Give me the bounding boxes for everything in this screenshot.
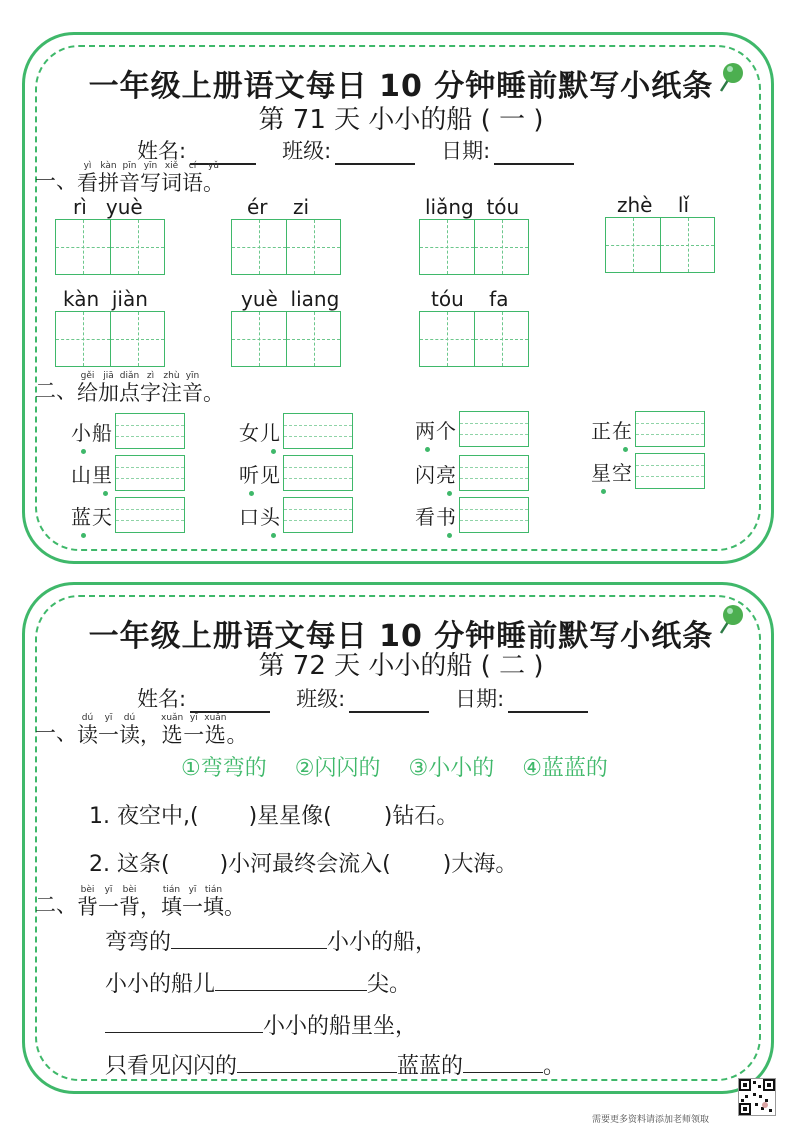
- class-field[interactable]: [335, 162, 415, 165]
- zhuyin-item: 看书: [415, 497, 529, 533]
- answer-box[interactable]: [283, 497, 353, 533]
- pushpin-icon: [715, 59, 745, 95]
- fill-blank[interactable]: [237, 1071, 397, 1073]
- class-field[interactable]: [349, 710, 429, 713]
- answer-box[interactable]: [115, 455, 185, 491]
- poem-line: 小小的船儿 尖。: [105, 972, 412, 997]
- section-number: 二、: [35, 379, 77, 403]
- section-number: 二、: [35, 893, 77, 917]
- poem-line: 弯弯的 小小的船，: [105, 930, 438, 955]
- writing-grid[interactable]: [231, 219, 341, 275]
- zhuyin-item: 星空: [591, 453, 705, 489]
- zhuyin-item: 女儿: [239, 413, 353, 449]
- poem-line: 小小的船里坐，: [105, 1009, 417, 1040]
- zhuyin-item: 小船: [71, 413, 185, 449]
- pinyin-label: liǎng tóu: [425, 195, 520, 219]
- option: ④蓝蓝的: [522, 756, 608, 781]
- qr-code-icon: [738, 1078, 776, 1116]
- writing-grid[interactable]: [419, 219, 529, 275]
- fill-blank[interactable]: [463, 1071, 543, 1073]
- section2-heading: 二、 gěi 给 jiā 加 diǎn 点 zì 字 zhù 注 yīn 音 。: [35, 371, 224, 405]
- answer-box[interactable]: [635, 453, 705, 489]
- section1-heading: 一、 dú 读 yī 一 dú 读 ， xuǎn 选 yī 一 xuǎn 选 。: [35, 713, 248, 747]
- name-label: 姓名:: [137, 687, 187, 711]
- zhuyin-item: 口头: [239, 497, 353, 533]
- section1-heading: 一、 yì 看 kàn 拼 pīn 音 yīn 写 xiě 词 cí 语 yǔ 。: [35, 161, 224, 195]
- option: ③小小的: [408, 756, 495, 781]
- question-2: 2. 这条( )小河最终会流入( )大海。: [89, 852, 518, 877]
- answer-box[interactable]: [283, 413, 353, 449]
- writing-grid[interactable]: [605, 217, 715, 273]
- writing-grid[interactable]: [55, 219, 165, 275]
- pinyin-label: yuè liang: [241, 287, 340, 311]
- date-label: 日期:: [455, 687, 505, 711]
- card-title: 一年级上册语文每日 10 分钟睡前默写小纸条: [88, 619, 714, 654]
- writing-grid[interactable]: [55, 311, 165, 367]
- option: ①弯弯的: [181, 756, 267, 781]
- writing-grid[interactable]: [231, 311, 341, 367]
- answer-box[interactable]: [115, 497, 185, 533]
- pinyin-label: kàn jiàn: [63, 287, 148, 311]
- writing-grid[interactable]: [419, 311, 529, 367]
- poem-line: 只看见闪闪的 蓝蓝的 。: [105, 1054, 566, 1079]
- worksheet-card-day71: [22, 32, 774, 564]
- options-row: [181, 751, 636, 782]
- fill-blank[interactable]: [215, 989, 367, 991]
- section-number: 一、: [35, 721, 77, 745]
- section-number: 一、: [35, 169, 77, 193]
- card-subtitle: 第 72 天 小小的船 ( 二 ): [258, 651, 544, 681]
- card-subtitle: 第 71 天 小小的船 ( 一 ): [258, 105, 544, 135]
- name-label: 姓名:: [137, 139, 187, 163]
- date-field[interactable]: [508, 710, 588, 713]
- pinyin-label: zhè lǐ: [617, 193, 690, 217]
- card-title: 一年级上册语文每日 10 分钟睡前默写小纸条: [88, 69, 714, 104]
- info-row: [137, 683, 614, 713]
- class-label: 班级:: [282, 139, 332, 163]
- answer-box[interactable]: [459, 411, 529, 447]
- answer-box[interactable]: [115, 413, 185, 449]
- worksheet-card-day72: [22, 582, 774, 1094]
- footer-note: 需要更多资料请添加老师领取: [592, 1115, 710, 1125]
- fill-blank[interactable]: [105, 1031, 263, 1033]
- answer-box[interactable]: [459, 497, 529, 533]
- answer-box[interactable]: [635, 411, 705, 447]
- answer-box[interactable]: [459, 455, 529, 491]
- section2-heading: 二、 bèi 背 yī 一 bèi 背 ， tián 填 yī 一 tián 填 。: [35, 885, 245, 919]
- pinyin-label: rì yuè: [73, 195, 143, 219]
- fill-blank[interactable]: [171, 947, 327, 949]
- zhuyin-item: 山里: [71, 455, 185, 491]
- date-label: 日期:: [441, 139, 491, 163]
- zhuyin-item: 听见: [239, 455, 353, 491]
- zhuyin-item: 正在: [591, 411, 705, 447]
- zhuyin-item: 闪亮: [415, 455, 529, 491]
- zhuyin-item: 蓝天: [71, 497, 185, 533]
- zhuyin-item: 两个: [415, 411, 529, 447]
- class-label: 班级:: [296, 687, 346, 711]
- option: ②闪闪的: [294, 756, 381, 781]
- answer-box[interactable]: [283, 455, 353, 491]
- pinyin-label: tóu fa: [431, 287, 509, 311]
- pushpin-icon: [715, 601, 745, 637]
- pinyin-label: ér zi: [247, 195, 310, 219]
- question-1: 1. 夜空中,( )星星像( )钻石。: [89, 804, 459, 829]
- date-field[interactable]: [494, 162, 574, 165]
